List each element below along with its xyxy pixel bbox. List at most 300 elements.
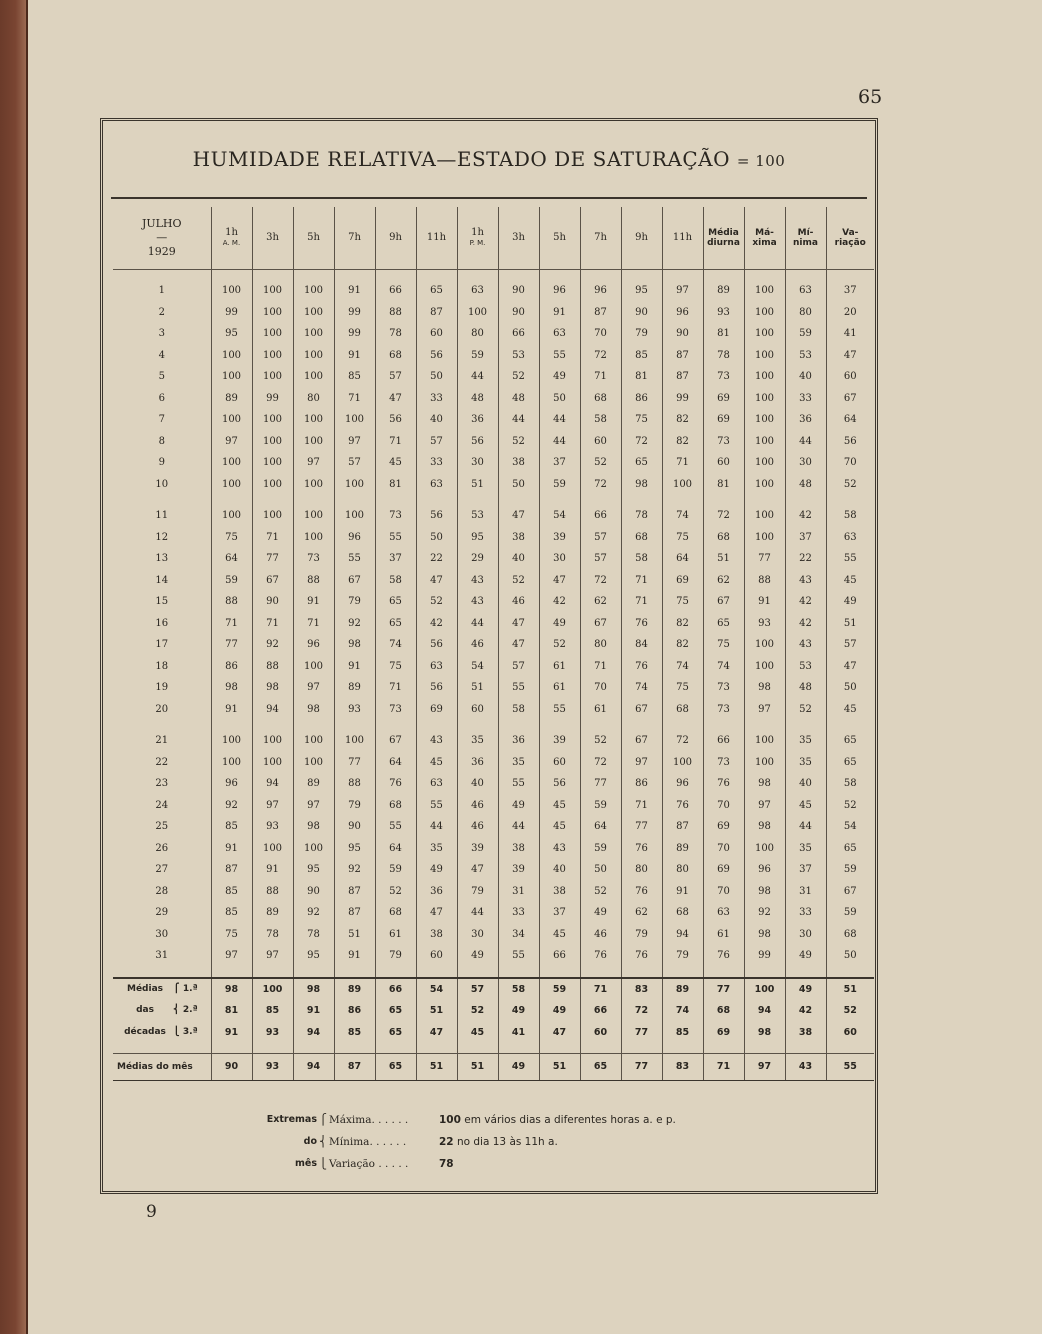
value-cell: 42: [785, 1000, 826, 1022]
variation-value-text: [439, 1153, 454, 1175]
value-cell: 36: [457, 752, 498, 774]
value-cell: 51: [457, 474, 498, 496]
table-row: [113, 366, 874, 388]
value-cell: 85: [334, 366, 375, 388]
value-cell: 77: [580, 773, 621, 795]
value-cell: 47: [498, 634, 539, 656]
value-cell: 40: [498, 548, 539, 570]
value-cell: 51: [703, 548, 744, 570]
value-cell: 46: [457, 816, 498, 838]
table-row: [113, 591, 874, 613]
value-cell: 35: [416, 838, 457, 860]
value-cell: 61: [580, 699, 621, 721]
value-cell: 76: [662, 795, 703, 817]
value-cell: 59: [539, 474, 580, 496]
value-cell: 90: [662, 323, 703, 345]
value-cell: 69: [416, 699, 457, 721]
value-cell: 91: [334, 280, 375, 302]
value-cell: 98: [744, 677, 785, 699]
value-cell: 71: [375, 431, 416, 453]
table-row: [113, 527, 874, 549]
daily-mean-header: Média diurna: [703, 207, 744, 270]
table-row: [113, 730, 874, 752]
value-cell: 35: [498, 752, 539, 774]
value-cell: 58: [580, 409, 621, 431]
value-cell: 56: [416, 505, 457, 527]
value-cell: 56: [457, 431, 498, 453]
value-cell: 94: [662, 924, 703, 946]
value-cell: 59: [785, 323, 826, 345]
decade-ordinal: 1.ª: [182, 983, 198, 994]
value-cell: 63: [826, 527, 874, 549]
value-cell: 100: [293, 431, 334, 453]
value-cell: 69: [662, 570, 703, 592]
value-cell: 71: [703, 1054, 744, 1081]
value-cell: 56: [375, 409, 416, 431]
value-cell: 47: [498, 505, 539, 527]
value-cell: 61: [703, 924, 744, 946]
table-row: [113, 924, 874, 946]
min-value: 22: [439, 1136, 454, 1148]
value-cell: 91: [744, 591, 785, 613]
value-cell: 100: [744, 527, 785, 549]
monthly-extremes: [263, 1109, 743, 1175]
value-cell: 45: [539, 795, 580, 817]
value-cell: 69: [703, 1022, 744, 1044]
value-cell: 70: [580, 677, 621, 699]
value-cell: 100: [744, 505, 785, 527]
value-cell: 41: [498, 1022, 539, 1044]
decade-ordinal: 2.ª: [182, 1005, 198, 1015]
value-cell: 67: [826, 881, 874, 903]
value-cell: 98: [252, 677, 293, 699]
value-cell: 68: [375, 795, 416, 817]
value-cell: 39: [498, 859, 539, 881]
decade-word: das: [136, 1005, 154, 1015]
hour-header: 1h A. M.: [211, 207, 252, 270]
value-cell: 98: [744, 816, 785, 838]
value-cell: 55: [334, 548, 375, 570]
value-cell: 80: [293, 388, 334, 410]
value-cell: 89: [293, 773, 334, 795]
day-cell: 19: [155, 682, 169, 693]
value-cell: 97: [211, 945, 252, 967]
month-mean-row: [113, 1054, 874, 1081]
value-cell: 65: [375, 1054, 416, 1081]
value-cell: 73: [703, 366, 744, 388]
brace-icon: ⎨: [319, 1136, 327, 1148]
value-cell: 49: [826, 591, 874, 613]
value-cell: 76: [621, 838, 662, 860]
brace-icon: ⎩: [319, 1158, 327, 1170]
day-cell: 4: [158, 349, 165, 361]
humidity-table: [113, 207, 874, 1081]
value-cell: 68: [662, 902, 703, 924]
value-cell: 88: [334, 773, 375, 795]
value-cell: 44: [416, 816, 457, 838]
value-cell: 73: [375, 699, 416, 721]
value-cell: 75: [703, 634, 744, 656]
value-cell: 56: [416, 345, 457, 367]
value-cell: 80: [457, 323, 498, 345]
value-cell: 100: [252, 474, 293, 496]
value-cell: 49: [539, 1000, 580, 1022]
value-cell: 53: [785, 345, 826, 367]
day-cell: 18: [155, 660, 169, 672]
value-cell: 70: [703, 838, 744, 860]
value-cell: 68: [662, 699, 703, 721]
value-cell: 81: [621, 366, 662, 388]
value-cell: 67: [580, 613, 621, 635]
value-cell: 82: [662, 634, 703, 656]
day-cell: 25: [155, 821, 169, 832]
value-cell: 33: [785, 902, 826, 924]
value-cell: 65: [375, 591, 416, 613]
value-cell: 88: [375, 302, 416, 324]
value-cell: 33: [498, 902, 539, 924]
extreme-var-row: [263, 1153, 743, 1175]
value-cell: 40: [785, 773, 826, 795]
value-cell: 55: [416, 795, 457, 817]
value-cell: 36: [416, 881, 457, 903]
page-title: [103, 147, 875, 171]
value-cell: 29: [457, 548, 498, 570]
value-cell: 100: [744, 838, 785, 860]
value-cell: 87: [580, 302, 621, 324]
value-cell: 49: [580, 902, 621, 924]
title-text: HUMIDADE RELATIVA—ESTADO DE SATURAÇÃO: [192, 147, 731, 171]
value-cell: 100: [293, 474, 334, 496]
value-cell: 43: [785, 1054, 826, 1081]
value-cell: 95: [293, 945, 334, 967]
value-cell: 76: [621, 613, 662, 635]
value-cell: 93: [252, 816, 293, 838]
value-cell: 87: [334, 1054, 375, 1081]
value-cell: 64: [211, 548, 252, 570]
value-cell: 100: [744, 431, 785, 453]
value-cell: 87: [662, 816, 703, 838]
value-cell: 69: [703, 388, 744, 410]
value-cell: 40: [539, 859, 580, 881]
value-cell: 47: [416, 570, 457, 592]
value-cell: 100: [744, 302, 785, 324]
value-cell: 90: [293, 881, 334, 903]
value-cell: 55: [539, 699, 580, 721]
value-cell: 86: [621, 388, 662, 410]
variation-value: 78: [439, 1158, 454, 1170]
day-cell: 31: [155, 950, 169, 961]
value-cell: 71: [252, 613, 293, 635]
day-cell: 27: [155, 864, 169, 875]
value-cell: 88: [293, 570, 334, 592]
value-cell: 55: [826, 1054, 874, 1081]
value-cell: 92: [334, 859, 375, 881]
value-cell: 100: [334, 474, 375, 496]
value-cell: 46: [580, 924, 621, 946]
value-cell: 59: [826, 859, 874, 881]
value-cell: 76: [703, 773, 744, 795]
value-cell: 56: [826, 431, 874, 453]
value-cell: 91: [539, 302, 580, 324]
value-cell: 74: [703, 656, 744, 678]
value-cell: 55: [498, 773, 539, 795]
value-cell: 52: [826, 795, 874, 817]
value-cell: 62: [621, 902, 662, 924]
value-cell: 92: [334, 613, 375, 635]
value-cell: 71: [621, 570, 662, 592]
day-cell: 26: [155, 842, 169, 854]
hour-header: 9h: [375, 207, 416, 270]
pm-label: P. M.: [469, 239, 486, 247]
value-cell: 52: [416, 591, 457, 613]
value-cell: 43: [785, 634, 826, 656]
day-cell: 29: [155, 907, 169, 918]
max-value-text: [439, 1109, 676, 1131]
value-cell: 95: [457, 527, 498, 549]
value-cell: 54: [457, 656, 498, 678]
table-row: [113, 474, 874, 496]
value-cell: 51: [457, 1054, 498, 1081]
value-cell: 95: [293, 859, 334, 881]
value-cell: 75: [662, 677, 703, 699]
value-cell: 96: [662, 302, 703, 324]
value-cell: 74: [662, 656, 703, 678]
value-cell: 98: [211, 677, 252, 699]
month-year-header: [113, 207, 211, 270]
value-cell: 57: [375, 366, 416, 388]
value-cell: 47: [375, 388, 416, 410]
value-cell: 81: [703, 323, 744, 345]
value-cell: 73: [703, 752, 744, 774]
value-cell: 50: [498, 474, 539, 496]
maximum-header: Má- xima: [744, 207, 785, 270]
value-cell: 30: [539, 548, 580, 570]
value-cell: 78: [375, 323, 416, 345]
value-cell: 51: [334, 924, 375, 946]
day-cell: 6: [158, 392, 165, 404]
value-cell: 46: [498, 591, 539, 613]
value-cell: 33: [416, 452, 457, 474]
value-cell: 45: [785, 795, 826, 817]
value-cell: 60: [826, 366, 874, 388]
value-cell: 61: [539, 677, 580, 699]
value-cell: 100: [334, 730, 375, 752]
table-row: [113, 409, 874, 431]
value-cell: 80: [662, 859, 703, 881]
table-row: [113, 699, 874, 721]
value-cell: 98: [744, 924, 785, 946]
value-cell: 45: [375, 452, 416, 474]
value-cell: 71: [621, 795, 662, 817]
title-divider: [111, 197, 867, 199]
value-cell: 54: [539, 505, 580, 527]
value-cell: 97: [293, 795, 334, 817]
value-cell: 37: [826, 280, 874, 302]
decade-gap: [113, 720, 874, 730]
brace-icon: ⎩: [173, 1026, 183, 1037]
value-cell: 67: [621, 730, 662, 752]
value-cell: 67: [252, 570, 293, 592]
value-cell: 96: [580, 280, 621, 302]
table-frame: [100, 118, 878, 1194]
value-cell: 49: [539, 613, 580, 635]
value-cell: 65: [375, 613, 416, 635]
value-cell: 85: [621, 345, 662, 367]
table-row: [113, 548, 874, 570]
value-cell: 95: [621, 280, 662, 302]
value-cell: 83: [621, 978, 662, 1001]
value-cell: 31: [498, 881, 539, 903]
value-cell: 60: [580, 431, 621, 453]
brace-icon: ⎧: [319, 1114, 327, 1126]
value-cell: 78: [703, 345, 744, 367]
value-cell: 88: [252, 881, 293, 903]
value-cell: 73: [375, 505, 416, 527]
value-cell: 57: [580, 548, 621, 570]
day-cell: 9: [158, 457, 165, 468]
value-cell: 68: [621, 527, 662, 549]
table-row: [113, 570, 874, 592]
value-cell: 100: [211, 366, 252, 388]
value-cell: 50: [416, 527, 457, 549]
value-cell: 97: [744, 795, 785, 817]
value-cell: 30: [785, 924, 826, 946]
value-cell: 63: [703, 902, 744, 924]
value-cell: 50: [580, 859, 621, 881]
value-cell: 22: [416, 548, 457, 570]
table-row: [113, 859, 874, 881]
value-cell: 51: [416, 1054, 457, 1081]
value-cell: 71: [293, 613, 334, 635]
value-cell: 46: [457, 795, 498, 817]
value-cell: 80: [785, 302, 826, 324]
value-cell: 79: [621, 924, 662, 946]
day-cell: 30: [155, 928, 169, 940]
value-cell: 48: [785, 677, 826, 699]
hour-header: 5h: [539, 207, 580, 270]
value-cell: 74: [662, 505, 703, 527]
value-cell: 90: [498, 280, 539, 302]
value-cell: 30: [785, 452, 826, 474]
table-row: [113, 634, 874, 656]
value-cell: 85: [662, 1022, 703, 1044]
value-cell: 78: [252, 924, 293, 946]
value-cell: 60: [416, 945, 457, 967]
extreme-max-row: [263, 1109, 743, 1131]
value-cell: 66: [375, 280, 416, 302]
summary-divider: [113, 967, 874, 978]
value-cell: 66: [580, 505, 621, 527]
day-cell: 24: [155, 799, 169, 811]
value-cell: 86: [334, 1000, 375, 1022]
value-cell: 44: [457, 902, 498, 924]
value-cell: 90: [498, 302, 539, 324]
value-cell: 42: [785, 613, 826, 635]
value-cell: 54: [416, 978, 457, 1001]
value-cell: 82: [662, 431, 703, 453]
decade-label: [113, 978, 211, 1001]
value-cell: 47: [457, 859, 498, 881]
value-cell: 45: [539, 924, 580, 946]
value-cell: 67: [334, 570, 375, 592]
book-spine: [0, 0, 28, 1334]
value-cell: 93: [744, 613, 785, 635]
table-row: [113, 773, 874, 795]
value-cell: 47: [826, 345, 874, 367]
value-cell: 99: [211, 302, 252, 324]
value-cell: 44: [498, 409, 539, 431]
value-cell: 39: [539, 527, 580, 549]
value-cell: 98: [334, 634, 375, 656]
value-cell: 98: [621, 474, 662, 496]
value-cell: 66: [498, 323, 539, 345]
value-cell: 79: [334, 795, 375, 817]
value-cell: 67: [621, 699, 662, 721]
value-cell: 100: [211, 505, 252, 527]
value-cell: 100: [744, 366, 785, 388]
value-cell: 40: [457, 773, 498, 795]
hour-header: 3h: [498, 207, 539, 270]
value-cell: 22: [785, 548, 826, 570]
value-cell: 81: [703, 474, 744, 496]
value-cell: 100: [334, 505, 375, 527]
value-cell: 65: [826, 730, 874, 752]
decade-ordinal: 3.ª: [182, 1026, 198, 1037]
value-cell: 79: [334, 591, 375, 613]
decade-gap: [113, 495, 874, 505]
day-cell: 12: [155, 531, 169, 543]
day-cell: 1: [158, 285, 165, 296]
value-cell: 52: [580, 730, 621, 752]
value-cell: 49: [498, 1000, 539, 1022]
value-cell: 100: [252, 280, 293, 302]
table-row: [113, 323, 874, 345]
hour-header: 9h: [621, 207, 662, 270]
value-cell: 77: [621, 816, 662, 838]
value-cell: 68: [703, 1000, 744, 1022]
value-cell: 47: [416, 1022, 457, 1044]
value-cell: 44: [539, 431, 580, 453]
value-cell: 91: [211, 699, 252, 721]
value-cell: 52: [539, 634, 580, 656]
day-cell: 8: [158, 435, 165, 447]
value-cell: 97: [252, 945, 293, 967]
table-row: [113, 302, 874, 324]
value-cell: 59: [580, 838, 621, 860]
value-cell: 35: [457, 730, 498, 752]
value-cell: 47: [416, 902, 457, 924]
value-cell: 100: [293, 505, 334, 527]
value-cell: 100: [252, 431, 293, 453]
value-cell: 89: [334, 978, 375, 1001]
value-cell: 99: [334, 302, 375, 324]
value-cell: 76: [580, 945, 621, 967]
value-cell: 100: [293, 409, 334, 431]
value-cell: 91: [334, 656, 375, 678]
value-cell: 58: [826, 773, 874, 795]
value-cell: 74: [662, 1000, 703, 1022]
table-row: [113, 945, 874, 967]
value-cell: 43: [457, 570, 498, 592]
value-cell: 77: [211, 634, 252, 656]
value-cell: 59: [539, 978, 580, 1001]
table-row: [113, 280, 874, 302]
value-cell: 56: [416, 677, 457, 699]
value-cell: 96: [293, 634, 334, 656]
value-cell: 45: [416, 752, 457, 774]
value-cell: 73: [293, 548, 334, 570]
value-cell: 52: [580, 881, 621, 903]
